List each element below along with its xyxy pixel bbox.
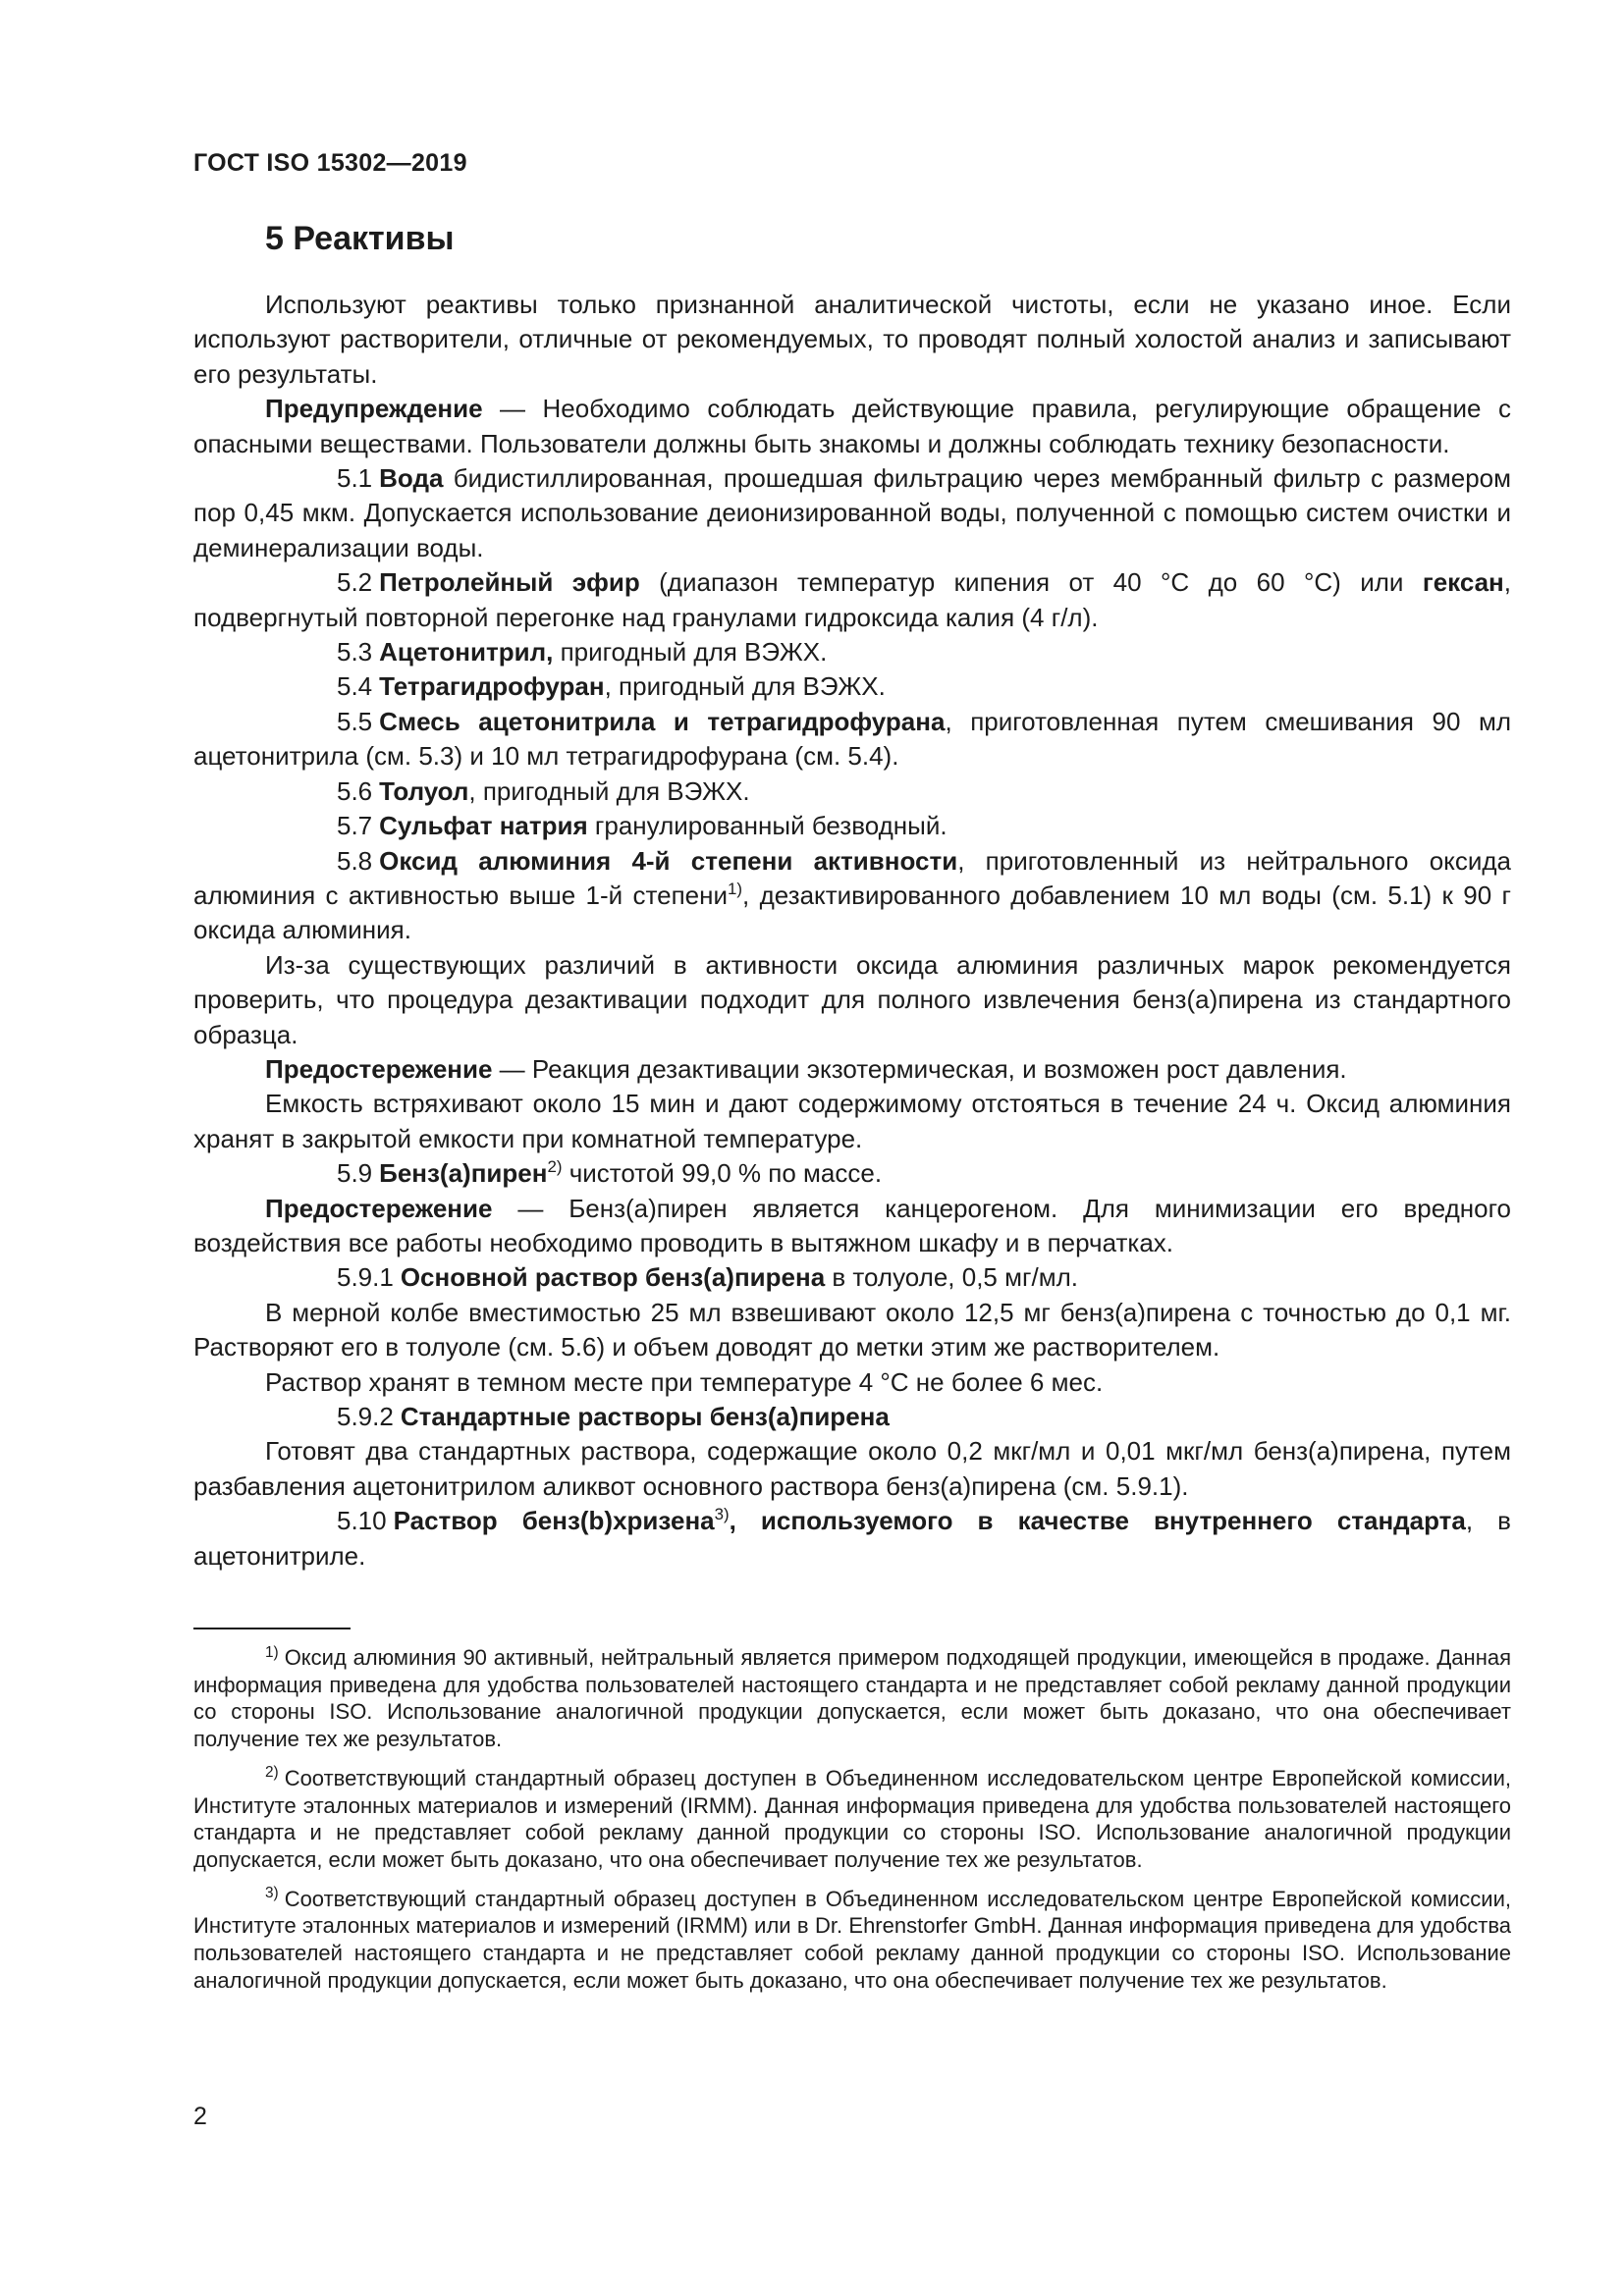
item-term: Толуол bbox=[379, 775, 469, 806]
footnote-2 bbox=[193, 1765, 1511, 1874]
paragraph-5-9-2: Готовят два стандартных раствора, содержащие около 0,2 мкг/мл и 0,01 мкг/мл бенз(а)пирена, путем разбавления ацетонитрилом аликвот основного раствора бенз(а)пирена (см. 5.9.1). bbox=[193, 1436, 1511, 1501]
item-number: 5.4 bbox=[337, 671, 373, 702]
item-number: 5.7 bbox=[337, 811, 373, 841]
item-term: Петролейный эфир bbox=[379, 567, 640, 598]
item-text: чистотой 99,0 % по массе. bbox=[562, 1158, 883, 1189]
item-term: Вода bbox=[379, 463, 444, 494]
item-text: бидистиллированная, прошедшая фильтрацию через мембранный фильтр с размером пор 0,45 мкм. Допускается использование деионизированной воды, полученной с помощью систем очистки и деминерализации воды. bbox=[193, 463, 1511, 562]
warning-paragraph bbox=[193, 392, 1511, 461]
item-term: Тетрагидрофуран bbox=[379, 671, 605, 702]
paragraph-5-9-1-storage: Раствор хранят в темном месте при температуре 4 °С не более 6 мес. bbox=[265, 1366, 1104, 1397]
item-text: , приготовленная путем смешивания 90 мл ацетонитрила (см. 5.3) и 10 мл тетрагидрофурана (см. 5.4). bbox=[193, 706, 1511, 772]
item-number: 5.1 bbox=[337, 463, 373, 494]
paragraph-5-8-note: Из-за существующих различий в активности оксида алюминия различных марок рекомендуется проверить, что процедура дезактивации подходит для полного извлечения бенз(а)пирена из стандартного образца. bbox=[193, 949, 1511, 1049]
footnotes bbox=[193, 1644, 1511, 2005]
item-text: , в ацетонитриле. bbox=[193, 1506, 1511, 1571]
item-number: 5.2 bbox=[337, 567, 373, 598]
caution-text: — Реакция дезактивации экзотермическая, и возможен рост давления. bbox=[492, 1053, 1347, 1084]
item-term: Стандартные растворы бенз(а)пирена bbox=[400, 1402, 890, 1431]
footnote-3 bbox=[193, 1886, 1511, 1995]
item-text-2: , подвергнутый повторной перегонке над гранулами гидроксида калия (4 г/л). bbox=[193, 567, 1511, 632]
item-term: Сульфат натрия bbox=[379, 811, 588, 841]
footnote-text: Соответствующий стандартный образец доступен в Объединенном исследовательском центре Европейской комиссии, Институте эталонных материалов и измерений (IRMM) или в Dr. Ehrenstorfer GmbH. Данная информация приведена для удобства пользователей настоящего стандарта и не представляет собой рекламу данной продукции со стороны ISO. Использование аналогичной продукции допускается, если может быть доказано, что она обеспечивает получение тех же результатов. bbox=[193, 1886, 1511, 1993]
item-text: гранулированный безводный. bbox=[587, 811, 947, 841]
item-5-9-1 bbox=[193, 1260, 1511, 1295]
item-text: в толуоле, 0,5 мг/мл. bbox=[825, 1262, 1078, 1293]
item-text: (диапазон температур кипения от 40 °С до 60 °С) или bbox=[639, 567, 1423, 598]
caution-text: — Бенз(а)пирен является канцерогеном. Для минимизации его вредного воздействия все работы необходимо проводить в вытяжном шкафу и в перчатках. bbox=[193, 1193, 1511, 1257]
item-text: , пригодный для ВЭЖХ. bbox=[604, 671, 886, 702]
paragraph-5-8-storage: Емкость встряхивают около 15 мин и дают содержимому отстояться в течение 24 ч. Оксид алюминия хранят в закрытой емкости при комнатной температуре. bbox=[193, 1089, 1511, 1153]
section-title: 5 Реактивы bbox=[265, 220, 455, 257]
item-5-8 bbox=[193, 844, 1511, 948]
item-5-4 bbox=[193, 669, 1511, 704]
item-number: 5.3 bbox=[337, 637, 373, 667]
caution-paragraph-2 bbox=[193, 1192, 1511, 1261]
item-5-3 bbox=[193, 635, 1511, 669]
item-number: 5.6 bbox=[337, 775, 373, 806]
item-term: Оксид алюминия 4-й степени активности bbox=[379, 845, 958, 876]
item-text-2: , дезактивированного добавлением 10 мл воды (см. 5.1) к 90 г оксида алюминия. bbox=[193, 880, 1511, 945]
item-term-2: , используемого в качестве внутреннего стандарта bbox=[729, 1506, 1466, 1536]
footnote-ref-3[interactable]: 3) bbox=[714, 1505, 730, 1524]
item-5-9 bbox=[193, 1156, 1511, 1191]
item-5-6 bbox=[193, 774, 1511, 809]
item-5-2 bbox=[193, 565, 1511, 635]
footnote-mark: 1) bbox=[265, 1643, 279, 1661]
item-number: 5.10 bbox=[337, 1506, 387, 1536]
paragraph-5-9-1-preparation: В мерной колбе вместимостью 25 мл взвешивают около 12,5 мг бенз(а)пирена с точностью до 0,1 мг. Растворяют его в толуоле (см. 5.6) и объем доводят до метки этим же растворителем. bbox=[193, 1297, 1511, 1362]
footnote-mark: 2) bbox=[265, 1764, 279, 1782]
item-number: 5.9.1 bbox=[337, 1262, 394, 1293]
section-body bbox=[193, 288, 1511, 1574]
item-number: 5.8 bbox=[337, 845, 373, 876]
warning-text: — Необходимо соблюдать действующие правила, регулирующие обращение с опасными веществами. Пользователи должны быть знакомы и должны соблюдать технику безопасности. bbox=[193, 394, 1511, 458]
item-5-5 bbox=[193, 705, 1511, 774]
footnote-1 bbox=[193, 1644, 1511, 1753]
item-number: 5.9.2 bbox=[337, 1402, 394, 1431]
item-5-9-2 bbox=[193, 1400, 1511, 1434]
item-number: 5.9 bbox=[337, 1158, 373, 1189]
page-number: 2 bbox=[193, 2103, 207, 2130]
footnote-mark: 3) bbox=[265, 1885, 279, 1902]
footnote-ref-1[interactable]: 1) bbox=[728, 879, 743, 898]
item-number: 5.5 bbox=[337, 706, 373, 736]
footnote-divider bbox=[193, 1628, 351, 1629]
caution-label: Предостережение bbox=[265, 1053, 493, 1084]
item-term: Смесь ацетонитрила и тетрагидрофурана bbox=[379, 706, 946, 736]
item-5-1 bbox=[193, 461, 1511, 565]
footnote-ref-2[interactable]: 2) bbox=[547, 1157, 563, 1177]
footnote-text: Соответствующий стандартный образец доступен в Объединенном исследовательском центре Европейской комиссии, Институте эталонных материалов и измерений (IRMM). Данная информация приведена для удобства пользователей настоящего стандарта и не представляет собой рекламу данной продукции со стороны ISO. Использование аналогичной продукции допускается, если может быть доказано, что она обеспечивает получение тех же результатов. bbox=[193, 1765, 1511, 1872]
item-text: пригодный для ВЭЖХ. bbox=[553, 637, 828, 667]
intro-paragraph: Используют реактивы только признанной аналитической чистоты, если не указано иное. Если используют растворители, отличные от рекомендуемых, то проводят полный холостой анализ и записывают его результаты. bbox=[193, 290, 1511, 389]
item-text: , приготовленный из нейтрального оксида алюминия с активностью выше 1-й степени bbox=[193, 845, 1511, 910]
document-header: ГОСТ ISO 15302—2019 bbox=[193, 149, 467, 177]
caution-paragraph-1 bbox=[193, 1052, 1511, 1087]
item-term-2: гексан bbox=[1422, 567, 1504, 598]
item-term: Раствор бенз(b)хризена bbox=[393, 1506, 715, 1536]
item-term: Бенз(а)пирен bbox=[379, 1158, 548, 1189]
footnote-text: Оксид алюминия 90 активный, нейтральный является примером подходящей продукции, имеющейся в продаже. Данная информация приведена для удобства пользователей настоящего стандарта и не представляет собой рекламу данной продукции со стороны ISO. Использование аналогичной продукции допускается, если может быть доказано, что она обеспечивает получение тех же результатов. bbox=[193, 1645, 1511, 1752]
item-5-7 bbox=[193, 809, 1511, 843]
warning-label: Предупреждение bbox=[265, 394, 483, 424]
item-term: Основной раствор бенз(а)пирена bbox=[400, 1262, 826, 1293]
caution-label: Предостережение bbox=[265, 1193, 493, 1223]
item-5-10 bbox=[193, 1504, 1511, 1574]
item-text: , пригодный для ВЭЖХ. bbox=[468, 775, 750, 806]
item-term: Ацетонитрил, bbox=[379, 637, 554, 667]
